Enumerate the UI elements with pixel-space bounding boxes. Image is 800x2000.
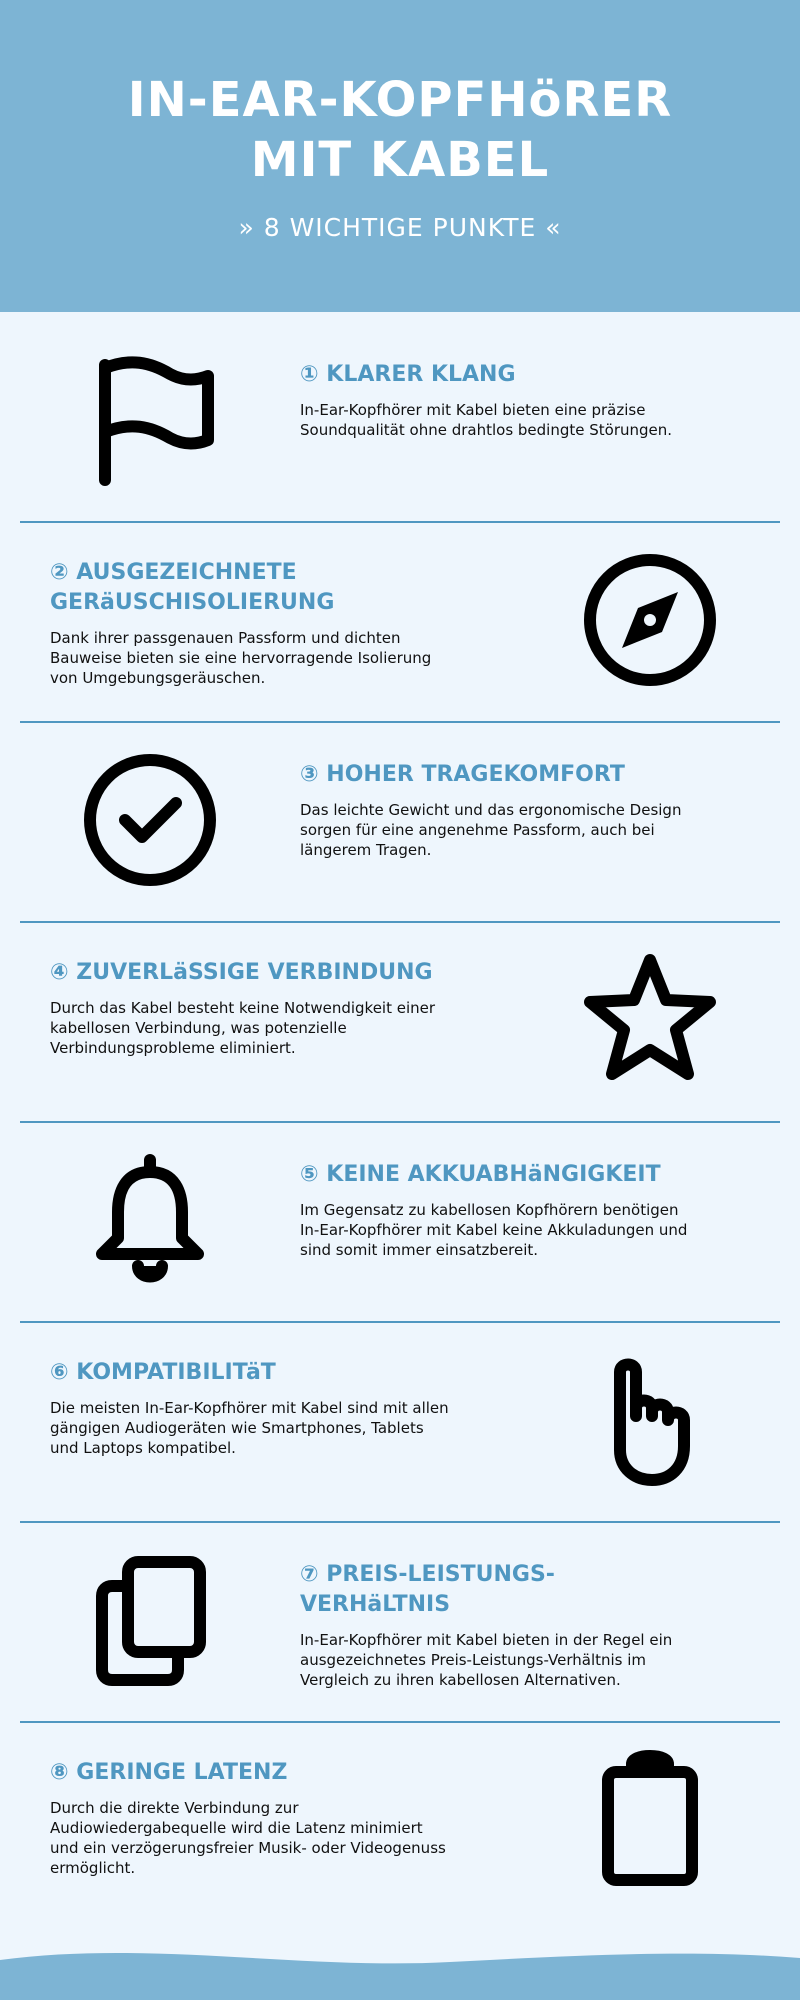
point-2-text: [50, 558, 450, 688]
point-8-text: [50, 1758, 450, 1878]
point-3-description: Das leichte Gewicht und das ergonomische Design sorgen für eine angenehme Passform, auch bei längerem Tragen.: [300, 801, 682, 859]
point-6: [20, 1330, 780, 1530]
point-6-description: Die meisten In-Ear-Kopfhörer mit Kabel sind mit allen gängigen Audiogeräten wie Smartphones, Tablets und Laptops kompatibel.: [50, 1399, 449, 1457]
point-8-description: Durch die direkte Verbindung zur Audiowiedergabequelle wird die Latenz minimiert und ein verzögerungsfreier Musik- oder Videogenuss ermöglicht.: [50, 1799, 446, 1877]
divider: [20, 921, 780, 923]
clipboard-icon: [580, 1750, 720, 1890]
point-4: [20, 930, 780, 1130]
divider: [20, 721, 780, 723]
point-6-text: [50, 1358, 450, 1458]
point-4-text: [50, 958, 450, 1058]
point-7: [20, 1530, 780, 1730]
point-5: [20, 1130, 780, 1330]
star-icon: [580, 950, 720, 1090]
divider: [20, 1121, 780, 1123]
hand-pointer-icon: [580, 1350, 720, 1490]
divider: [20, 1721, 780, 1723]
point-8: [20, 1730, 780, 1930]
page-subtitle: » 8 WICHTIGE PUNKTE «: [238, 213, 562, 242]
point-2-heading: ② AUSGEZEICHNETE GERäUSCHISOLIERUNG: [50, 560, 335, 615]
title-line-2: MIT KABEL: [250, 132, 550, 188]
point-2-description: Dank ihrer passgenauen Passform und dichten Bauweise bieten sie eine hervorragende Isolierung von Umgebungsgeräuschen.: [50, 629, 432, 687]
divider: [20, 1521, 780, 1523]
page-title: [0, 70, 800, 190]
point-7-text: [300, 1560, 700, 1690]
copy-icon: [80, 1550, 220, 1690]
point-5-text: [300, 1160, 700, 1260]
flag-icon: [80, 350, 220, 490]
point-1-heading: ① KLARER KLANG: [300, 362, 516, 387]
point-3-text: [300, 760, 700, 860]
bell-icon: [80, 1150, 220, 1290]
point-1-text: [300, 360, 700, 440]
point-7-description: In-Ear-Kopfhörer mit Kabel bieten in der Regel ein ausgezeichnetes Preis-Leistungs-Verhältnis im Vergleich zu ihren kabellosen Alternativen.: [300, 1631, 673, 1689]
point-2: [20, 530, 780, 730]
point-1: [20, 330, 780, 530]
point-4-description: Durch das Kabel besteht keine Notwendigkeit einer kabellosen Verbindung, was potenzielle Verbindungsprobleme eliminiert.: [50, 999, 436, 1057]
title-line-1: IN-EAR-KOPFHöRER: [127, 72, 673, 128]
point-3-heading: ③ HOHER TRAGEKOMFORT: [300, 762, 625, 787]
divider: [20, 521, 780, 523]
header-banner: [0, 0, 800, 312]
point-7-heading: ⑦ PREIS-LEISTUNGS-VERHäLTNIS: [300, 1562, 555, 1617]
point-6-heading: ⑥ KOMPATIBILITäT: [50, 1360, 276, 1385]
point-8-heading: ⑧ GERINGE LATENZ: [50, 1760, 288, 1785]
point-1-description: In-Ear-Kopfhörer mit Kabel bieten eine präzise Soundqualität ohne drahtlos bedingte Störungen.: [300, 401, 673, 439]
point-3: [20, 730, 780, 930]
point-4-heading: ④ ZUVERLäSSIGE VERBINDUNG: [50, 960, 433, 985]
divider: [20, 1321, 780, 1323]
point-5-description: Im Gegensatz zu kabellosen Kopfhörern benötigen In-Ear-Kopfhörer mit Kabel keine Akkuladungen und sind somit immer einsatzbereit.: [300, 1201, 688, 1259]
check-circle-icon: [80, 750, 220, 890]
footer-wave: [0, 1940, 800, 2000]
point-5-heading: ⑤ KEINE AKKUABHäNGIGKEIT: [300, 1162, 661, 1187]
compass-icon: [580, 550, 720, 690]
